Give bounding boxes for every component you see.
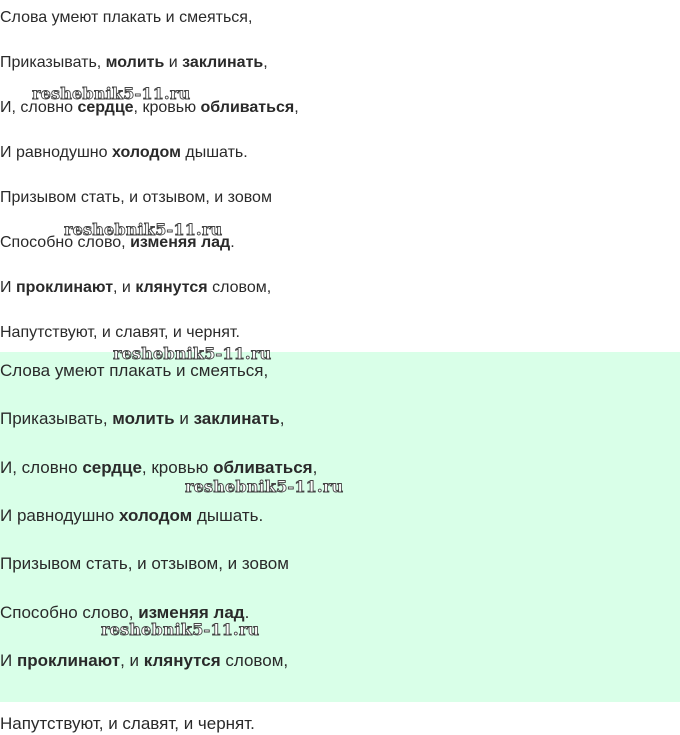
poem-line: Слова умеют плакать и смеяться,	[0, 9, 253, 26]
poem-line: Способно слово, изменяя лад.	[0, 234, 235, 251]
poem-line: И, словно сердце, кровью обливаться,	[0, 99, 299, 116]
watermark: reshebnik5-11.ru	[32, 84, 191, 103]
poem-line: И равнодушно холодом дышать.	[0, 144, 248, 161]
poem-line: И проклинают, и клянутся словом,	[0, 279, 272, 296]
poem-line: Призывом стать, и отзывом, и зовом	[0, 189, 272, 206]
poem-line: И равнодушно холодом дышать.	[0, 506, 264, 525]
poem-block-plain	[0, 0, 680, 352]
poem-line: Слова умеют плакать и смеяться,	[0, 361, 269, 380]
poem-line: И, словно сердце, кровью обливаться,	[0, 458, 318, 477]
watermark: reshebnik5-11.ru	[113, 344, 272, 363]
poem-line: Способно слово, изменяя лад.	[0, 603, 250, 622]
poem-block-highlighted	[0, 352, 680, 733]
poem-line: Напутствуют, и славят, и чернят.	[0, 324, 240, 341]
poem-line: Приказывать, молить и заклинать,	[0, 54, 268, 71]
watermark: reshebnik5-11.ru	[64, 220, 223, 239]
watermark: reshebnik5-11.ru	[185, 477, 344, 496]
poem-line: И проклинают, и клянутся словом,	[0, 651, 289, 670]
watermark: reshebnik5-11.ru	[101, 620, 260, 639]
poem-line: Призывом стать, и отзывом, и зовом	[0, 554, 289, 573]
poem-line: Приказывать, молить и заклинать,	[0, 409, 285, 428]
poem-line-cut-off: Напутствуют, и славят, и чернят.	[0, 714, 255, 733]
